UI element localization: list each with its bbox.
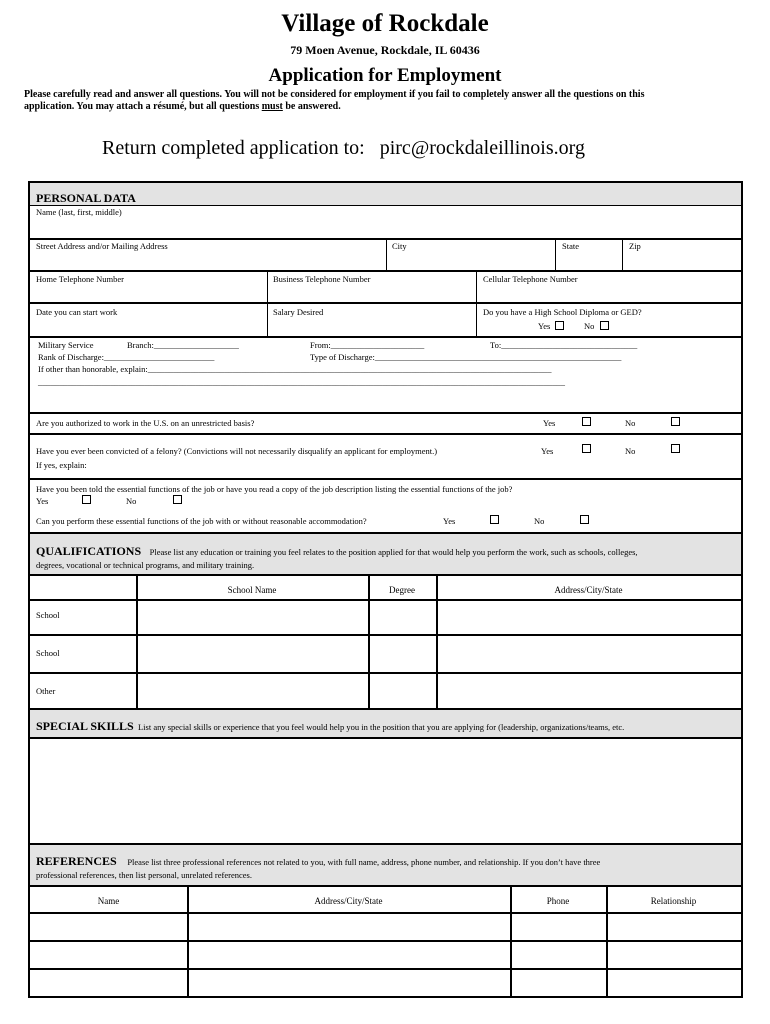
authorized-yes-checkbox[interactable] bbox=[582, 417, 591, 426]
from-field[interactable]: From:______________________ bbox=[310, 340, 425, 350]
divider bbox=[30, 302, 741, 304]
discharge-type-field[interactable]: Type of Discharge:__________________________________________________________ bbox=[310, 352, 622, 362]
felony-question: Have you ever been convicted of a felony? (Convictions will not necessarily disqualify an applicant for employment.) bbox=[36, 446, 438, 456]
instructions-line-1: Please carefully read and answer all questions. You will not be considered for employment if you fail to completely answer all the questions on this bbox=[24, 89, 645, 100]
divider bbox=[136, 574, 138, 708]
felony-no-checkbox[interactable] bbox=[671, 444, 680, 453]
divider bbox=[386, 238, 387, 270]
return-instruction bbox=[102, 137, 585, 160]
references-header bbox=[36, 855, 736, 882]
qualifications-desc-2: degrees, vocational or technical programs, and military training. bbox=[36, 560, 255, 570]
diploma-question: Do you have a High School Diploma or GED? bbox=[483, 307, 642, 317]
branch-field[interactable]: Branch:____________________ bbox=[127, 340, 239, 350]
skills-textarea[interactable] bbox=[30, 739, 741, 843]
diploma-no-label: No bbox=[584, 321, 595, 331]
military-label: Military Service bbox=[38, 340, 94, 350]
instructions bbox=[24, 89, 744, 113]
row-label: School bbox=[36, 648, 60, 658]
org-title: Village of Rockdale bbox=[281, 10, 489, 37]
column-header: Phone bbox=[546, 896, 570, 906]
cell-phone-field[interactable]: Cellular Telephone Number bbox=[483, 274, 578, 284]
column-header: Relationship bbox=[650, 896, 697, 906]
divider bbox=[622, 238, 623, 270]
divider bbox=[30, 885, 741, 887]
felony-yes-checkbox[interactable] bbox=[582, 444, 591, 453]
salary-field[interactable]: Salary Desired bbox=[273, 307, 324, 317]
divider bbox=[30, 968, 741, 970]
references-desc-1: Please list three professional references not related to you, with full name, address, phone number, and relationship. If you don’t have three bbox=[127, 857, 601, 867]
name-field[interactable]: Name (last, first, middle) bbox=[36, 207, 122, 217]
divider bbox=[606, 885, 608, 996]
references-heading: REFERENCES bbox=[36, 854, 117, 868]
divider bbox=[187, 885, 189, 996]
skills-heading: SPECIAL SKILLS bbox=[36, 719, 134, 733]
perform-yes-checkbox[interactable] bbox=[490, 515, 499, 524]
return-email[interactable]: pirc@rockdaleillinois.org bbox=[379, 137, 585, 159]
row-label: Other bbox=[36, 686, 56, 696]
diploma-yes-label: Yes bbox=[538, 321, 551, 331]
row-label: School bbox=[36, 610, 60, 620]
perform-no-label: No bbox=[534, 516, 545, 526]
personal-heading-bg bbox=[30, 183, 741, 205]
skills-desc: List any special skills or experience that you feel would help you in the position that you are applying for (leadership, organizations/teams, etc. bbox=[137, 722, 625, 732]
column-header: Name bbox=[97, 896, 120, 906]
divider bbox=[555, 238, 556, 270]
business-phone-field[interactable]: Business Telephone Number bbox=[273, 274, 371, 284]
skills-header bbox=[36, 720, 736, 734]
authorized-yes-label: Yes bbox=[543, 418, 556, 428]
divider bbox=[30, 433, 741, 435]
qualifications-desc-1: Please list any education or training you feel relates to the position applied for that would help you perform the work, such as schools, colleges, bbox=[149, 547, 638, 557]
explain-blank-line[interactable]: ____________________________________________________________________________________________________________________________ bbox=[38, 377, 565, 387]
column-header: Degree bbox=[389, 585, 415, 595]
essential-no-checkbox[interactable] bbox=[173, 495, 182, 504]
perform-question: Can you perform these essential functions of the job with or without reasonable accommodation? bbox=[36, 516, 367, 526]
essential-yes-label: Yes bbox=[36, 496, 49, 506]
perform-yes-label: Yes bbox=[443, 516, 456, 526]
honorable-explain-field[interactable]: If other than honorable, explain:_______________________________________________________________________________________________ bbox=[38, 364, 552, 374]
column-header: Address/City/State bbox=[314, 896, 383, 906]
authorized-no-label: No bbox=[625, 418, 636, 428]
diploma-yes-checkbox[interactable] bbox=[555, 321, 564, 330]
divider bbox=[30, 412, 741, 414]
org-address: 79 Moen Avenue, Rockdale, IL 60436 bbox=[290, 43, 480, 57]
to-field[interactable]: To:________________________________ bbox=[490, 340, 638, 350]
essential-question: Have you been told the essential functions of the job or have you read a copy of the job description listing the essential functions of the job? bbox=[36, 484, 513, 494]
return-label: Return completed application to: bbox=[102, 137, 365, 159]
city-field[interactable]: City bbox=[392, 241, 407, 251]
divider bbox=[436, 574, 438, 708]
home-phone-field[interactable]: Home Telephone Number bbox=[36, 274, 125, 284]
authorized-question: Are you authorized to work in the U.S. on an unrestricted basis? bbox=[36, 418, 255, 428]
essential-no-label: No bbox=[126, 496, 137, 506]
diploma-no-checkbox[interactable] bbox=[600, 321, 609, 330]
essential-yes-checkbox[interactable] bbox=[82, 495, 91, 504]
divider bbox=[510, 885, 512, 996]
qualifications-heading: QUALIFICATIONS bbox=[36, 544, 142, 558]
divider bbox=[30, 940, 741, 942]
rank-field[interactable]: Rank of Discharge:__________________________ bbox=[38, 352, 215, 362]
column-header: School Name bbox=[227, 585, 277, 595]
felony-explain-field[interactable]: If yes, explain: bbox=[36, 460, 87, 470]
form-title: Application for Employment bbox=[268, 65, 502, 86]
divider bbox=[30, 205, 741, 206]
perform-no-checkbox[interactable] bbox=[580, 515, 589, 524]
authorized-no-checkbox[interactable] bbox=[671, 417, 680, 426]
state-field[interactable]: State bbox=[562, 241, 579, 251]
divider bbox=[368, 574, 370, 708]
qualifications-header bbox=[36, 545, 736, 572]
street-field[interactable]: Street Address and/or Mailing Address bbox=[36, 241, 168, 251]
start-date-field[interactable]: Date you can start work bbox=[36, 307, 118, 317]
personal-heading: PERSONAL DATA bbox=[36, 191, 136, 205]
zip-field[interactable]: Zip bbox=[629, 241, 641, 251]
divider bbox=[30, 478, 741, 480]
divider bbox=[30, 912, 741, 914]
references-desc-2: professional references, then list personal, unrelated references. bbox=[36, 870, 252, 880]
instructions-line-2: application. You may attach a résumé, but all questions must be answered. bbox=[24, 101, 341, 112]
divider bbox=[30, 270, 741, 272]
felony-yes-label: Yes bbox=[541, 446, 554, 456]
divider bbox=[30, 336, 741, 338]
column-header: Address/City/State bbox=[554, 585, 623, 595]
felony-no-label: No bbox=[625, 446, 636, 456]
